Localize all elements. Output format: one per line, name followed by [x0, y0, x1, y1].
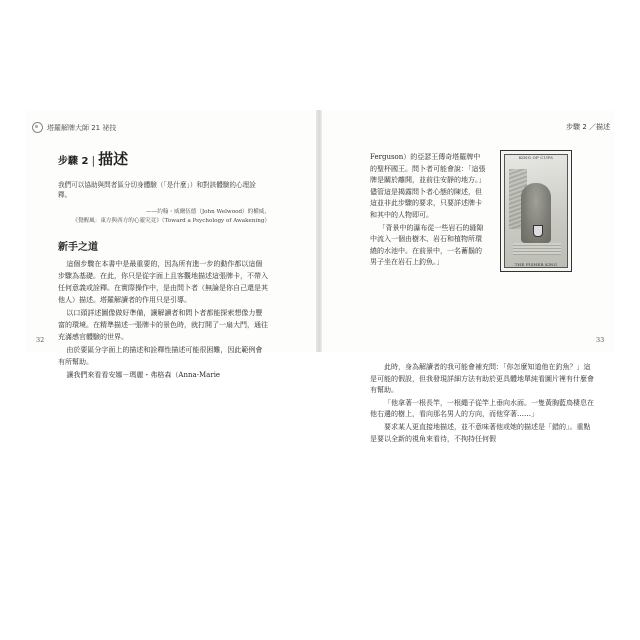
right-body-bottom [370, 362, 594, 446]
paragraph: 這個步驟在本書中是最重要的，因為所有進一步的動作都以這個步驟為基礎。在此，你只是從字面上且客觀地描述這張牌卡，不帶入任何意義或詮釋。在實際操作中，是由問卜者（無論是你自己還是其他人）描述。塔羅解讀者的作用只是引導。 [58, 260, 268, 304]
epigraph-attribution-line2: 《覺醒風：東方與西方的心靈究竟》（Toward a Psychology of Awakening） [72, 218, 270, 224]
paragraph: Ferguson）的亞瑟王傳奇塔羅牌中的聖杯國王。問卜者可能會說：「這張牌是關於離開，並前往安靜的地方。」儘管這是揭露問卜者心態的陳述，但這並非此步驟的要求，只要詳述牌卡和其中的人物即可。 [370, 153, 486, 219]
running-head-left [32, 122, 116, 133]
water-icon [513, 243, 561, 255]
chapter-title [58, 148, 128, 169]
paragraph: 此時，身為解讀者的我可能會補充問：「你怎麼知道他在釣魚？」這是可能的假設，但我發現詳細方法有助於更具體地單純看圖片裡有什麼會有幫助。 [370, 363, 594, 395]
running-head-right: 步驟 2 ／描述 [566, 123, 610, 131]
paragraph: 以口頭詳述圖像做好準備，讓解讀者和問卜者都能探索想像力豐富的環境。在精準描述一張牌卡的景色時，就打開了一扇大門，通往充滿感官體驗的世界。 [58, 309, 268, 341]
left-body [58, 258, 268, 382]
chapter-name: 描述 [98, 150, 129, 168]
paragraph: 由於要區分字面上的描述和詮釋性描述可能很困難，因此範例會有所幫助。 [58, 346, 263, 366]
epigraph: 我們可以協助與問者區分切身體驗（「是什麼」）和對該體驗的心理詮釋。 [58, 181, 256, 199]
epigraph-attribution-line1: ——約翰・威爾伍德（John Welwood）的權威， [146, 209, 270, 215]
flower-icon [32, 122, 43, 133]
paragraph: 讓我們來看看安娜－瑪麗・弗格森（Anna-Marie [66, 371, 221, 379]
tarot-card-illustration [500, 150, 572, 272]
paragraph: 「他拿著一根長竿，一根繩子從竿上垂向水面。一隻黃胸藍鳥棲息在他右邊的樹上，看向那名男人的方向，而他穿著……」 [370, 398, 594, 419]
card-artwork [504, 154, 568, 268]
book-gutter [316, 110, 322, 352]
running-head-left-text: 塔羅解牌大師 21 祕技 [47, 123, 117, 132]
paragraph: 要求某人更直接地描述，並不意味著他或她的描述是「錯的」。重點是要以全新的視角來看待，不拘持任何假 [370, 422, 591, 443]
chapter-step: 步驟 2 [58, 156, 89, 167]
section-heading: 新手之道 [58, 242, 98, 253]
cup-icon [533, 225, 543, 237]
paragraph: 「背景中的瀑布從一些岩石的縫隙中流入一個由樹木、岩石和植物所環繞的水池中。在前景中，一名蓄鬍的男子坐在岩石上釣魚。」 [370, 223, 484, 267]
page-number-left: 32 [36, 336, 45, 344]
card-bottom-label: THE FISHER KING [514, 262, 558, 267]
epigraph-attribution [72, 208, 270, 226]
right-body-top [370, 152, 486, 270]
chapter-separator: | [91, 154, 96, 167]
page-number-right: 33 [596, 336, 605, 344]
card-top-label: KING OF CUPS [518, 155, 554, 160]
